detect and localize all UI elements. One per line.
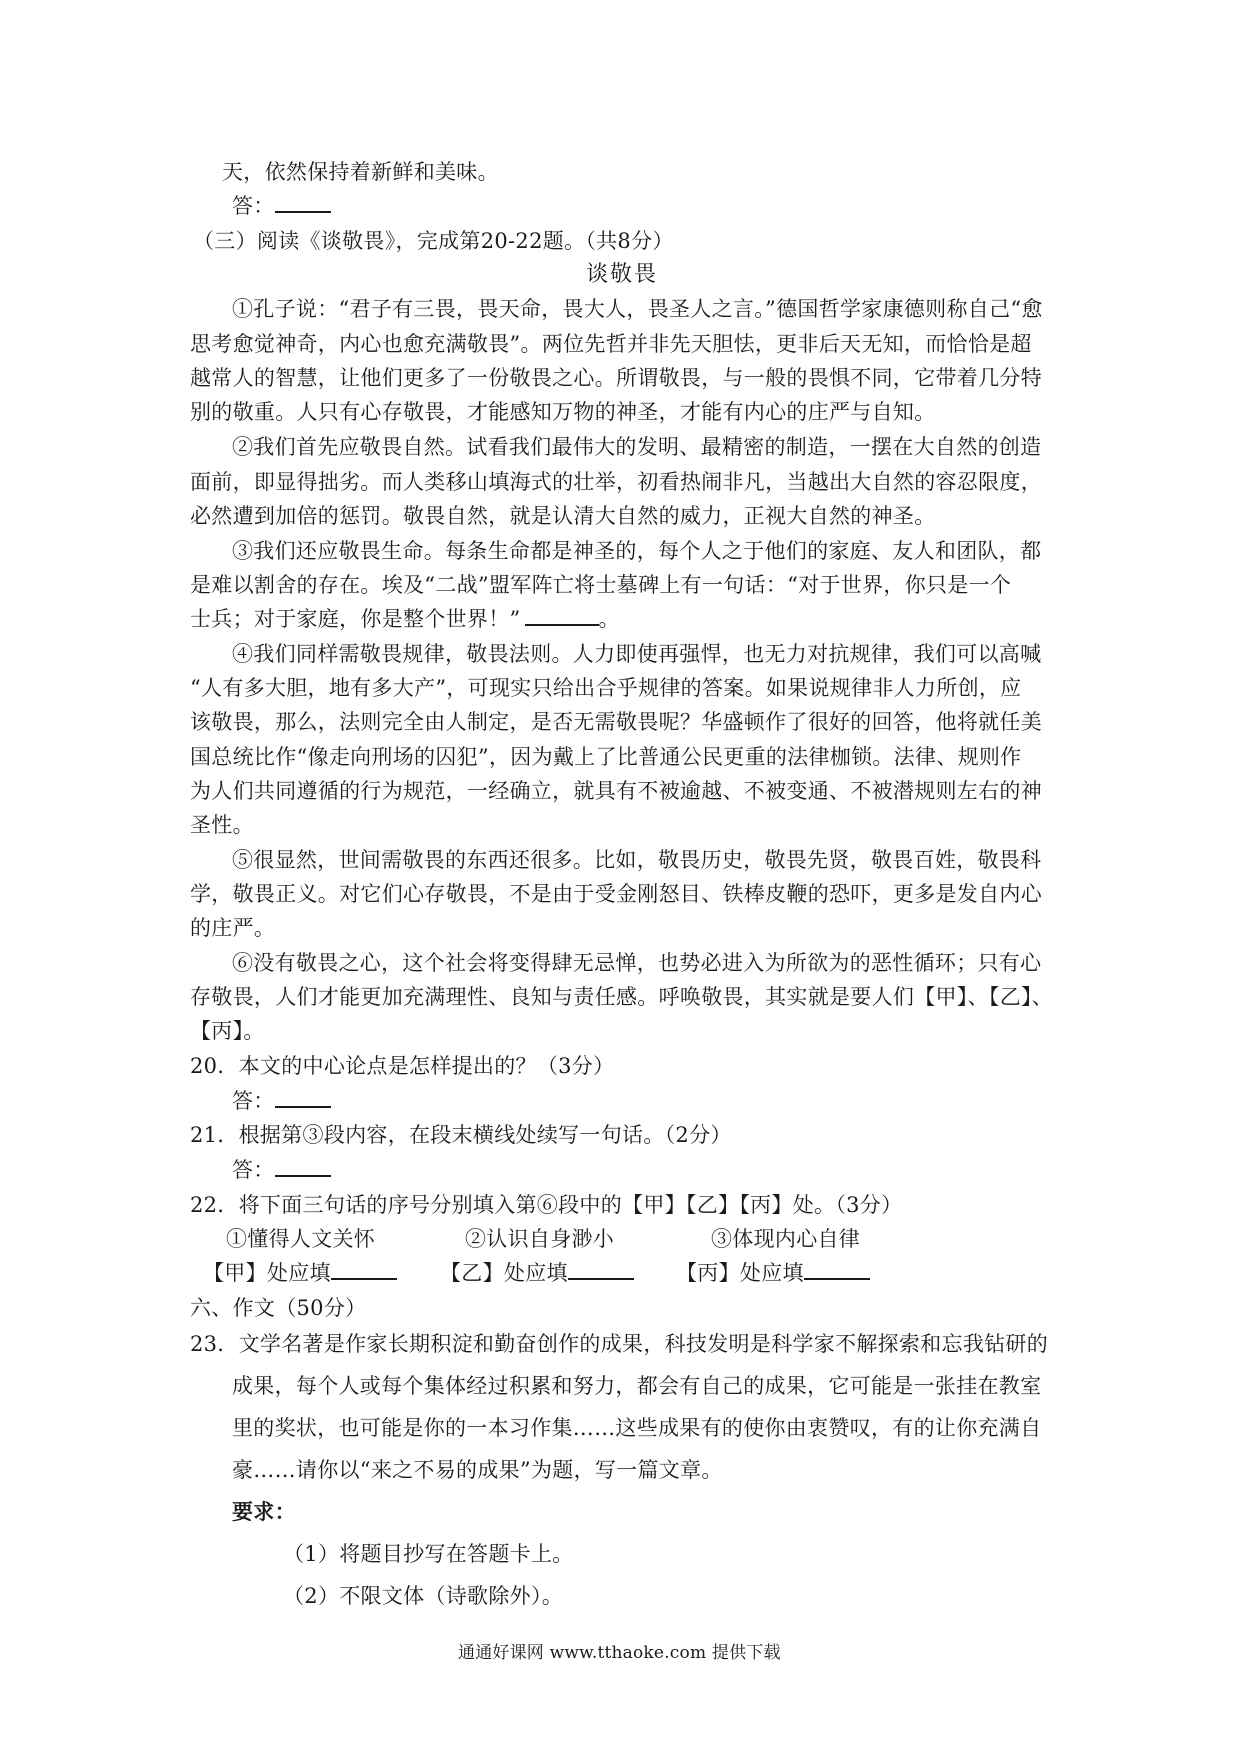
paragraph-5-line: 学，敬畏正义。对它们心存敬畏，不是由于受金刚怒目、铁棒皮鞭的恐吓，更多是发自内心 <box>190 882 1042 906</box>
paragraph-6-line: ⑥没有敬畏之心，这个社会将变得肆无忌惮，也势必进入为所欲为的恶性循环；只有心 <box>232 951 1042 975</box>
fill-yi-blank[interactable] <box>568 1260 634 1280</box>
option-2: ②认识自身渺小 <box>465 1227 615 1251</box>
requirements-label: 要求： <box>232 1499 296 1524</box>
paragraph-4-line: 为人们共同遵循的行为规范，一经确立，就具有不被逾越、不被变通、不被潜规则左右的神 <box>190 779 1042 803</box>
paragraph-5-line: 的庄严。 <box>190 916 276 940</box>
fill-yi <box>440 1258 634 1288</box>
option-1: ①懂得人文关怀 <box>226 1227 376 1251</box>
fill-bing-blank[interactable] <box>804 1260 870 1280</box>
fill-yi-label: 【乙】处应填 <box>440 1261 568 1285</box>
question-22: 22．将下面三句话的序号分别填入第⑥段中的【甲】【乙】【丙】处。（3分） <box>190 1193 903 1217</box>
paragraph-4-line: 该敬畏，那么，法则完全由人制定，是否无需敬畏呢？华盛顿作了很好的回答，他将就任美 <box>190 710 1042 734</box>
question-23-line: 里的奖状，也可能是你的一本习作集……这些成果有的使你由衷赞叹，有的让你充满自 <box>232 1416 1042 1440</box>
paragraph-4-line: “人有多大胆，地有多大产”，可现实只给出合乎规律的答案。如果说规律非人力所创，应 <box>190 676 1022 700</box>
paragraph-1-line: ①孔子说：“君子有三畏，畏天命，畏大人，畏圣人之言。”德国哲学家康德则称自己“愈 <box>232 297 1043 321</box>
section-heading: （三）阅读《谈敬畏》，完成第20-22题。（共8分） <box>193 229 674 253</box>
paragraph-4-line: 圣性。 <box>190 813 254 837</box>
paragraph-2-line: 面前，即显得拙劣。而人类移山填海式的壮举，初看热闹非凡，当越出大自然的容忍限度， <box>190 470 1042 494</box>
answer-label: 答： <box>232 1158 275 1182</box>
paragraph-3-line: 是难以割舍的存在。埃及“二战”盟军阵亡将士墓碑上有一句话：“对于世界，你只是一个 <box>190 573 1012 597</box>
answer-label: 答： <box>232 194 275 218</box>
answer-line-21 <box>232 1155 331 1185</box>
fill-bing <box>676 1258 870 1288</box>
answer-blank-21[interactable] <box>275 1157 331 1177</box>
question-20: 20．本文的中心论点是怎样提出的？（3分） <box>190 1054 615 1078</box>
continued-line: 天，依然保持着新鲜和美味。 <box>222 160 499 184</box>
composition-heading: 六、作文（50分） <box>190 1296 367 1320</box>
paragraph-3-end: 。 <box>598 607 620 631</box>
fill-jia-blank[interactable] <box>331 1260 397 1280</box>
fill-jia-label: 【甲】处应填 <box>203 1261 331 1285</box>
paragraph-6-line: 【丙】。 <box>190 1019 265 1043</box>
option-3: ③体现内心自律 <box>711 1227 861 1251</box>
paragraph-3-line <box>190 604 620 634</box>
answer-blank-20[interactable] <box>275 1088 331 1108</box>
paragraph-4-line: 国总统比作“像走向刑场的囚犯”，因为戴上了比普通公民更重的法律枷锁。法律、规则作 <box>190 745 1022 769</box>
paragraph-5-line: ⑤很显然，世间需敬畏的东西还很多。比如，敬畏历史，敬畏先贤，敬畏百姓，敬畏科 <box>232 848 1042 872</box>
paragraph-2-line: 必然遭到加倍的惩罚。敬畏自然，就是认清大自然的威力，正视大自然的神圣。 <box>190 504 936 528</box>
question-21: 21．根据第③段内容，在段末横线处续写一句话。（2分） <box>190 1123 732 1147</box>
page-footer: 通通好课网 www.tthaoke.com 提供下载 <box>458 1643 781 1663</box>
paragraph-4-line: ④我们同样需敬畏规律，敬畏法则。人力即使再强悍，也无力对抗规律，我们可以高喊 <box>232 642 1042 666</box>
paragraph-1-line: 越常人的智慧，让他们更多了一份敬畏之心。所谓敬畏，与一般的畏惧不同，它带着几分特 <box>190 366 1042 390</box>
question-23-line: 豪……请你以“来之不易的成果”为题，写一篇文章。 <box>232 1458 723 1482</box>
continuation-blank[interactable] <box>525 606 599 626</box>
answer-line-20 <box>232 1086 331 1116</box>
requirement-2: （2）不限文体（诗歌除外）。 <box>283 1584 564 1608</box>
requirement-1: （1）将题目抄写在答题卡上。 <box>283 1542 574 1566</box>
question-23-line: 23．文学名著是作家长期积淀和勤奋创作的成果，科技发明是科学家不解探索和忘我钻研的 <box>190 1332 1049 1356</box>
answer-blank[interactable] <box>275 193 331 213</box>
paragraph-1-line: 别的敬重。人只有心存敬畏，才能感知万物的神圣，才能有内心的庄严与自知。 <box>190 400 936 424</box>
paragraph-3-text: 士兵；对于家庭，你是整个世界！” <box>190 607 521 631</box>
paragraph-2-line: ②我们首先应敬畏自然。试看我们最伟大的发明、最精密的制造，一摆在大自然的创造 <box>232 435 1042 459</box>
answer-line <box>232 191 331 221</box>
paragraph-3-line: ③我们还应敬畏生命。每条生命都是神圣的，每个人之于他们的家庭、友人和团队，都 <box>232 539 1042 563</box>
paragraph-6-line: 存敬畏，人们才能更加充满理性、良知与责任感。呼唤敬畏，其实就是要人们【甲】、【乙】、 <box>190 985 1054 1009</box>
article-title: 谈敬畏 <box>586 262 659 287</box>
answer-label: 答： <box>232 1089 275 1113</box>
fill-jia <box>203 1258 397 1288</box>
question-23-line: 成果，每个人或每个集体经过积累和努力，都会有自己的成果，它可能是一张挂在教室 <box>232 1374 1042 1398</box>
fill-bing-label: 【丙】处应填 <box>676 1261 804 1285</box>
paragraph-1-line: 思考愈觉神奇，内心也愈充满敬畏”。两位先哲并非先天胆怯，更非后天无知，而恰恰是超 <box>190 332 1032 356</box>
